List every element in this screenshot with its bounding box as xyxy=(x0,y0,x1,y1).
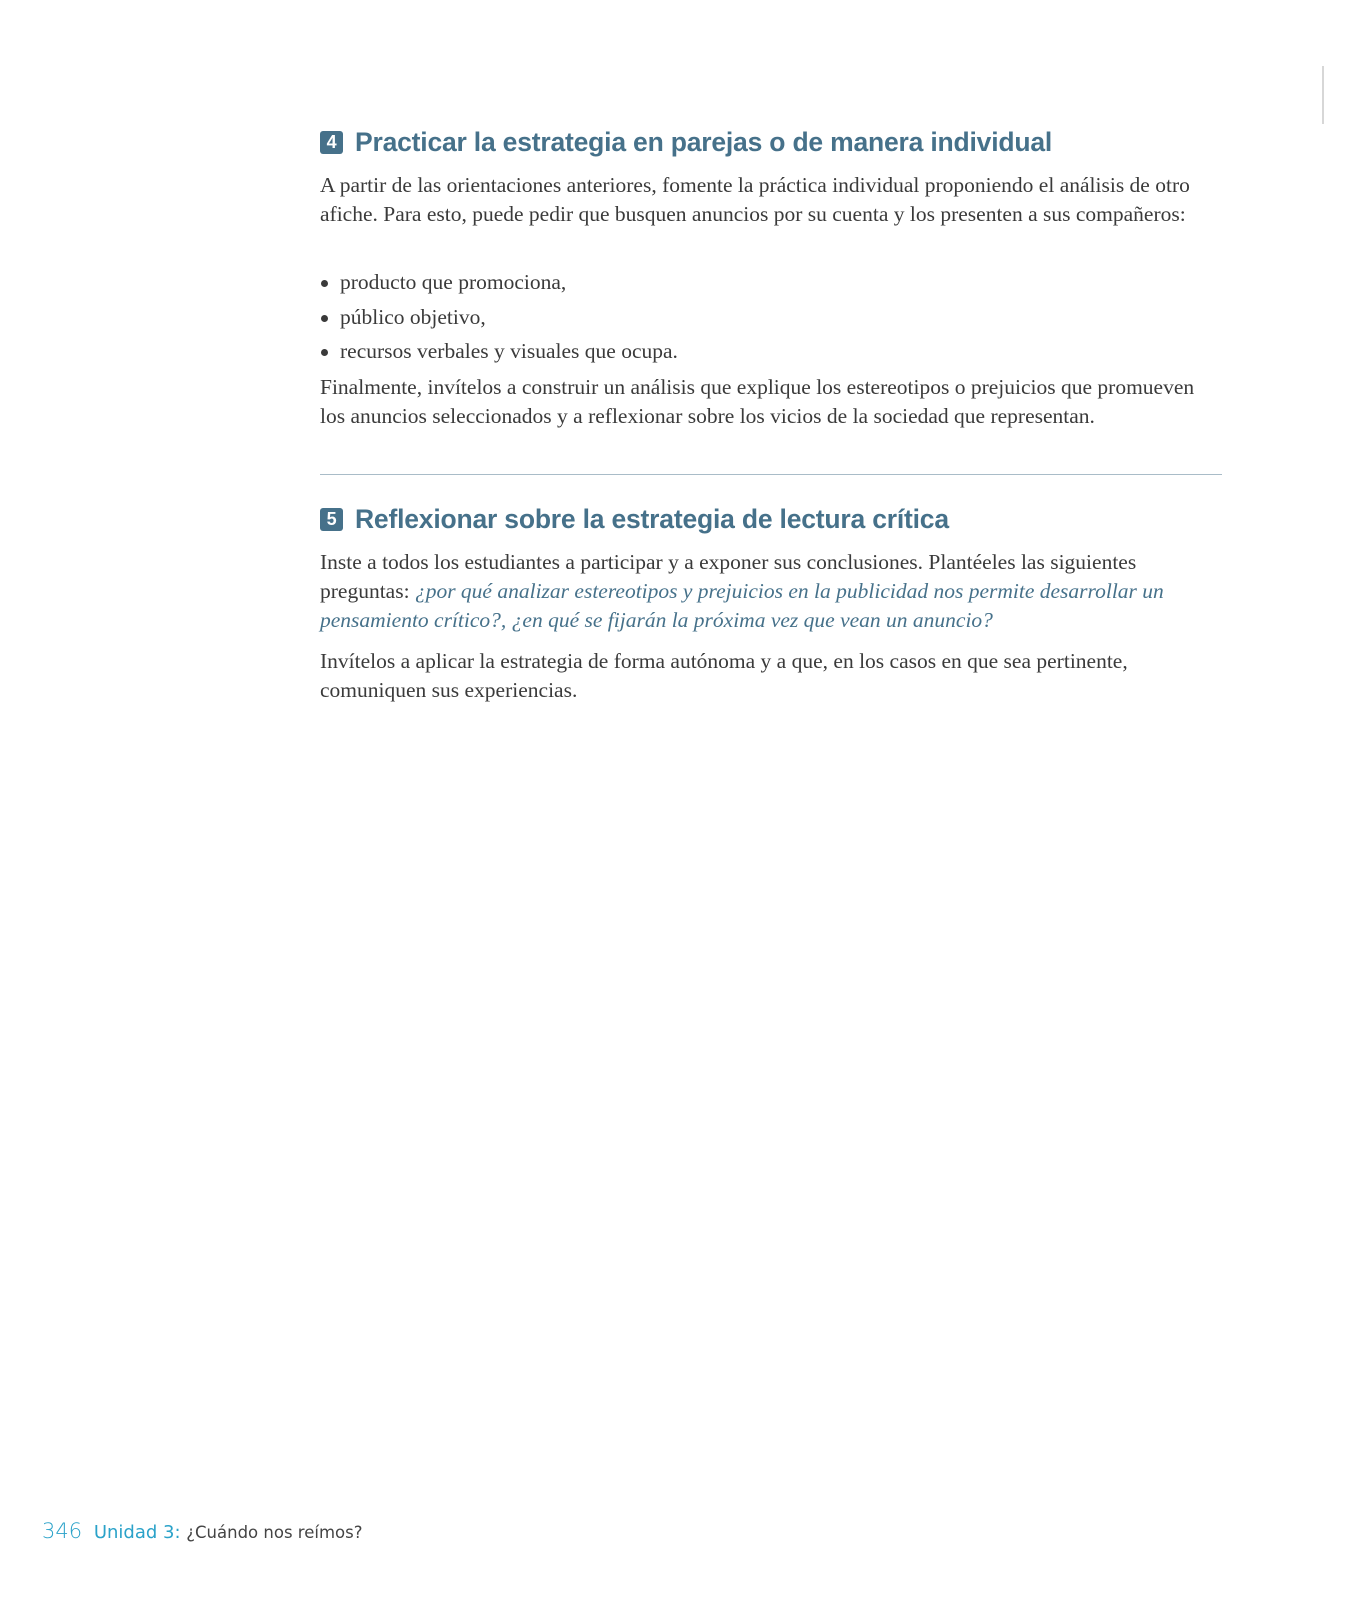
page-number: 346 xyxy=(42,1519,83,1543)
section-divider xyxy=(320,474,1222,475)
bullet-item: producto que promociona, xyxy=(320,268,678,297)
unit-label: Unidad 3: xyxy=(93,1522,181,1543)
section-5-intro-lead: Inste a todos los estudiantes a participar y a exponer sus conclusiones. Plantéeles las siguientes preguntas: xyxy=(320,550,1137,603)
section-5-questions: ¿por qué analizar estereotipos y prejuicios en la publicidad nos permite desarrollar un pensamiento crítico?, ¿en qué se fijarán la próxima vez que vean un anuncio? xyxy=(320,579,1164,632)
bullet-item: público objetivo, xyxy=(320,303,678,332)
section-5-intro-paragraph xyxy=(320,548,1222,635)
section-4-heading xyxy=(320,126,1052,158)
page-edge-mark xyxy=(1322,66,1324,124)
bullet-item: recursos verbales y visuales que ocupa. xyxy=(320,337,678,366)
section-4-title: Practicar la estrategia en parejas o de manera individual xyxy=(355,127,1053,157)
section-5-closing-paragraph: Invítelos a aplicar la estrategia de forma autónoma y a que, en los casos en que sea pertinente, comuniquen sus experiencias. xyxy=(320,649,1128,702)
section-4-number-badge: 4 xyxy=(320,131,343,154)
section-5-heading xyxy=(320,503,949,535)
section-5-title: Reflexionar sobre la estrategia de lectura crítica xyxy=(355,504,949,534)
section-4-intro-paragraph: A partir de las orientaciones anteriores, fomente la práctica individual proponiendo el análisis de otro afiche. Para esto, puede pedir que busquen anuncios por su cuenta y los presenten a sus compañeros: xyxy=(320,173,1190,226)
section-4-closing-paragraph: Finalmente, invítelos a construir un análisis que explique los estereotipos o prejuicios que promueven los anuncios seleccionados y a reflexionar sobre los vicios de la sociedad que representan. xyxy=(320,375,1195,428)
page-footer xyxy=(42,1519,362,1543)
section-4-bullet-list xyxy=(320,268,678,372)
section-5-number-badge: 5 xyxy=(320,508,343,531)
unit-title: ¿Cuándo nos reímos? xyxy=(186,1523,363,1542)
